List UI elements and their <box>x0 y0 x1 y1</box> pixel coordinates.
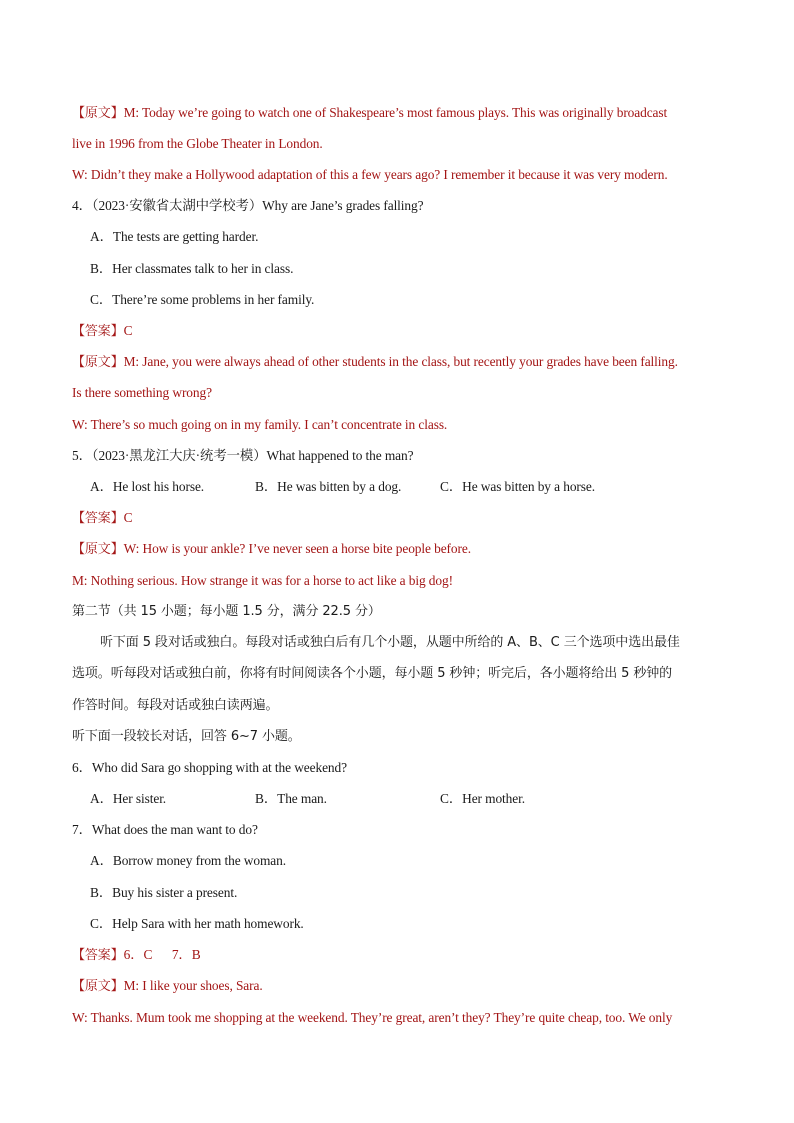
instructions-line: 听下面 5 段对话或独白。每段对话或独白后有几个小题，从题中所给的 A、B、C 三个选项中选出最佳 <box>100 635 680 650</box>
question-7-option-c: C．Help Sara with her math homework. <box>90 916 304 931</box>
question-5: 5．（2023·黑龙江大庆·统考一模）What happened to the man? <box>72 448 414 463</box>
transcript-tag: 【原文】 <box>72 542 124 557</box>
question-4: 4．（2023·安徽省太湖中学校考）Why are Jane’s grades falling? <box>72 198 424 213</box>
answer-tag: 【答案】 <box>72 948 124 963</box>
transcript-line <box>72 977 724 996</box>
question-6-option-c: C．Her mother. <box>440 791 525 806</box>
instructions-line: 听下面一段较长对话，回答 6~7 小题。 <box>72 729 301 744</box>
question-6-options <box>90 790 724 808</box>
answer-value: C <box>123 510 133 525</box>
transcript-line <box>72 104 724 123</box>
transcript-text: M: I like your shoes, Sara. <box>123 978 263 993</box>
question-4-option-a: A．The tests are getting harder. <box>90 229 259 244</box>
question-4-option-b: B．Her classmates talk to her in class. <box>90 261 294 276</box>
question-5-options <box>90 478 724 496</box>
transcript-line <box>72 353 724 372</box>
instructions-line: 选项。听每段对话或独白前，你将有时间阅读各个小题，每小题 5 秒钟；听完后，各小题将给出 5 秒钟的 <box>72 666 673 681</box>
question-4-option-c: C．There’re some problems in her family. <box>90 292 315 307</box>
transcript-tag: 【原文】 <box>72 355 124 370</box>
transcript-tag: 【原文】 <box>72 979 124 994</box>
answer-tag: 【答案】 <box>72 324 124 339</box>
transcript-line: live in 1996 from the Globe Theater in London. <box>72 136 323 151</box>
question-7-option-b: B．Buy his sister a present. <box>90 885 238 900</box>
question-6: 6．Who did Sara go shopping with at the weekend? <box>72 760 347 775</box>
transcript-line <box>72 540 724 559</box>
instructions-line: 作答时间。每段对话或独白读两遍。 <box>72 698 279 713</box>
answer-value: C <box>123 323 133 338</box>
transcript-line: W: There’s so much going on in my family. I can’t concentrate in class. <box>72 417 448 432</box>
transcript-line: W: Thanks. Mum took me shopping at the weekend. They’re great, aren’t they? They’re quite cheap, too. We only <box>72 1010 673 1025</box>
answer-value: 6．C 7．B <box>123 947 201 962</box>
question-7: 7．What does the man want to do? <box>72 822 258 837</box>
transcript-line: Is there something wrong? <box>72 385 212 400</box>
answer-6-7 <box>72 946 724 965</box>
transcript-text: W: How is your ankle? I’ve never seen a horse bite people before. <box>123 541 471 556</box>
transcript-text: M: Today we’re going to watch one of Shakespeare’s most famous plays. This was originally broadcast <box>123 105 668 120</box>
transcript-line: W: Didn’t they make a Hollywood adaptation of this a few years ago? I remember it because it was very modern. <box>72 167 668 182</box>
answer-tag: 【答案】 <box>72 511 124 526</box>
transcript-text: M: Jane, you were always ahead of other students in the class, but recently your grades have been falling. <box>123 354 678 369</box>
answer-5 <box>72 509 724 528</box>
question-5-option-a: A．He lost his horse. <box>90 479 205 494</box>
question-7-option-a: A．Borrow money from the woman. <box>90 853 286 868</box>
answer-4 <box>72 322 724 341</box>
question-5-option-c: C．He was bitten by a horse. <box>440 479 595 494</box>
transcript-line: M: Nothing serious. How strange it was for a horse to act like a big dog! <box>72 573 453 588</box>
transcript-tag: 【原文】 <box>72 106 124 121</box>
section-heading: 第二节（共 15 小题；每小题 1.5 分，满分 22.5 分） <box>72 604 381 619</box>
question-6-option-b: B．The man. <box>255 791 327 806</box>
question-5-option-b: B．He was bitten by a dog. <box>255 479 402 494</box>
question-6-option-a: A．Her sister. <box>90 791 167 806</box>
